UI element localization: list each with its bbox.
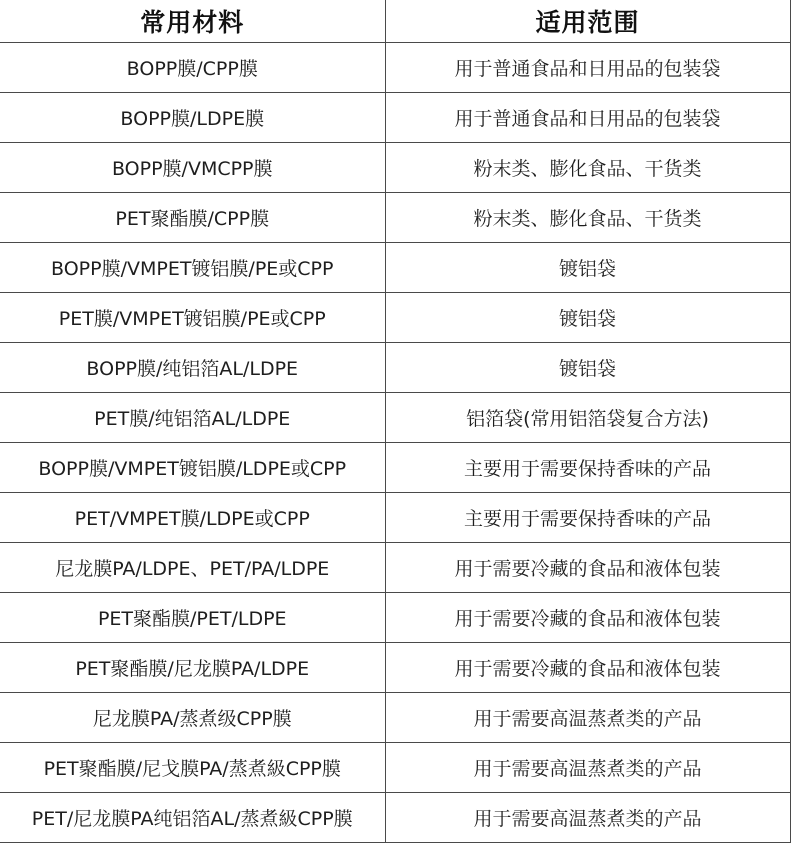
usage-cell: 主要用于需要保持香味的产品 xyxy=(385,443,790,493)
material-cell: BOPP膜/CPP膜 xyxy=(0,43,385,93)
table-body xyxy=(0,43,790,843)
header-row xyxy=(0,0,790,43)
usage-cell: 用于需要冷藏的食品和液体包装 xyxy=(385,643,790,693)
table-row xyxy=(0,793,790,843)
usage-cell: 用于普通食品和日用品的包装袋 xyxy=(385,93,790,143)
table-row xyxy=(0,493,790,543)
table-row xyxy=(0,43,790,93)
table-row xyxy=(0,343,790,393)
material-cell: PET/VMPET膜/LDPE或CPP xyxy=(0,493,385,543)
usage-cell: 镀铝袋 xyxy=(385,293,790,343)
material-cell: BOPP膜/VMPET镀铝膜/PE或CPP xyxy=(0,243,385,293)
table-row xyxy=(0,393,790,443)
material-cell: PET聚酯膜/尼戈膜PA/蒸煮級CPP膜 xyxy=(0,743,385,793)
table-header xyxy=(0,0,790,43)
usage-cell: 镀铝袋 xyxy=(385,343,790,393)
material-cell: PET聚酯膜/CPP膜 xyxy=(0,193,385,243)
table-row xyxy=(0,93,790,143)
usage-cell: 用于需要冷藏的食品和液体包装 xyxy=(385,543,790,593)
usage-cell: 粉末类、膨化食品、干货类 xyxy=(385,143,790,193)
usage-cell: 用于需要高温蒸煮类的产品 xyxy=(385,793,790,843)
material-cell: PET聚酯膜/PET/LDPE xyxy=(0,593,385,643)
table-row xyxy=(0,293,790,343)
usage-cell: 镀铝袋 xyxy=(385,243,790,293)
table-row xyxy=(0,143,790,193)
material-cell: PET聚酯膜/尼龙膜PA/LDPE xyxy=(0,643,385,693)
table-row xyxy=(0,593,790,643)
material-cell: BOPP膜/VMPET镀铝膜/LDPE或CPP xyxy=(0,443,385,493)
table-row xyxy=(0,243,790,293)
table-row xyxy=(0,193,790,243)
table-row xyxy=(0,743,790,793)
usage-cell: 用于需要高温蒸煮类的产品 xyxy=(385,693,790,743)
material-cell: BOPP膜/LDPE膜 xyxy=(0,93,385,143)
material-cell: BOPP膜/纯铝箔AL/LDPE xyxy=(0,343,385,393)
material-cell: PET/尼龙膜PA纯铝箔AL/蒸煮級CPP膜 xyxy=(0,793,385,843)
usage-cell: 主要用于需要保持香味的产品 xyxy=(385,493,790,543)
table-row xyxy=(0,693,790,743)
material-cell: 尼龙膜PA/蒸煮级CPP膜 xyxy=(0,693,385,743)
header-common-materials: 常用材料 xyxy=(0,0,385,43)
usage-cell: 铝箔袋(常用铝箔袋复合方法) xyxy=(385,393,790,443)
table-row xyxy=(0,643,790,693)
usage-cell: 粉末类、膨化食品、干货类 xyxy=(385,193,790,243)
header-scope-of-use: 适用范围 xyxy=(385,0,790,43)
usage-cell: 用于普通食品和日用品的包装袋 xyxy=(385,43,790,93)
material-cell: PET膜/纯铝箔AL/LDPE xyxy=(0,393,385,443)
usage-cell: 用于需要冷藏的食品和液体包装 xyxy=(385,593,790,643)
material-cell: 尼龙膜PA/LDPE、PET/PA/LDPE xyxy=(0,543,385,593)
usage-cell: 用于需要高温蒸煮类的产品 xyxy=(385,743,790,793)
material-cell: PET膜/VMPET镀铝膜/PE或CPP xyxy=(0,293,385,343)
material-cell: BOPP膜/VMCPP膜 xyxy=(0,143,385,193)
table-row xyxy=(0,443,790,493)
table-row xyxy=(0,543,790,593)
